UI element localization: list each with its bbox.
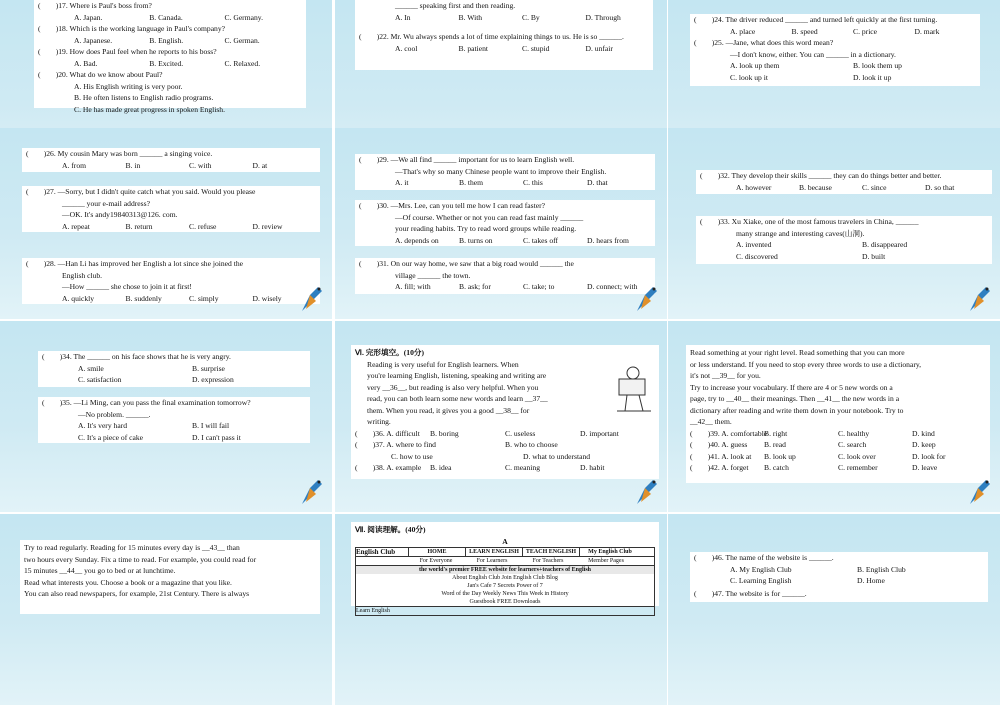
- options-17: A. Japan. B. Canada. C. Germany.: [74, 12, 263, 22]
- worksheet-reading: [351, 522, 659, 614]
- slide-thumbnail-9[interactable]: [668, 321, 1000, 512]
- slide-thumbnail-10[interactable]: [0, 514, 332, 705]
- question-24: ( )24. The driver reduced ______ and turned left quickly at the first turning.: [694, 15, 938, 24]
- parrot-icon: [296, 474, 326, 508]
- parrot-icon: [964, 281, 994, 315]
- question-20: ( )20. What do we know about Paul?: [38, 70, 163, 79]
- option-20c: C. He has made great progress in spoken English.: [74, 104, 225, 114]
- options-24: A. place B. speed C. price D. mark: [730, 26, 940, 36]
- worksheet-page: [355, 0, 653, 70]
- nav-home: HOME: [408, 548, 465, 556]
- site-banner: the world's premier FREE website for learners+teachers of English: [356, 566, 654, 574]
- question-19: ( )19. How does Paul feel when he reports to his boss?: [38, 47, 217, 56]
- options-37: ( )37. A. where to find B. who to choose: [355, 440, 558, 449]
- question-25: ( )25. —Jane, what does this word mean?: [694, 38, 834, 47]
- worksheet-question-27: ( )27. —Sorry, but I didn't quite catch what you said. Would you please ______ your e-mail address? —OK. It's andy19840313@126. com. A. repeat B. return C. refuse D. review: [22, 186, 320, 232]
- options-37b: C. how to use D. what to understand: [391, 451, 591, 461]
- worksheet-question-33: ( )33. Xu Xiake, one of the most famous travelers in China, ______ many strange and interesting caves(山洞). A. invented B. disappeared C. discovered D. built: [696, 216, 992, 264]
- worksheet-question-32: ( )32. They develop their skills ______ they can do things better and better. A. however B. because C. since D. so that: [696, 170, 992, 194]
- worksheet-question-26: ( )26. My cousin Mary was born ______ a singing voice. A. from B. in C. with D. at: [22, 148, 320, 172]
- nav-my-club: My English Club: [579, 548, 640, 556]
- website-screenshot: English Club HOME LEARN ENGLISH TEACH ENGLISH My English Club For Everyone For Learners For Teachers Member Pages the world's premier FREE website for learners+teachers of English About English Club Join English Club Blog Jan's Cafe 7 Secrets Power of 7 Word of the Day Weekly News This Week in History Guestbook FREE Downloads Learn English: [355, 547, 655, 616]
- question-17: ( )17. Where is Paul's boss from?: [38, 1, 152, 10]
- worksheet-cloze: Ⅵ. 完形填空。(10分) Reading is very useful for English learners. When you're learning English, listening, speaking and writing are very __36__, but reading is also very helpful. When you read, you can both learn some new words and learn __37__ them. When you read, it gives you a good __38__ for writing. ( )36. A. difficult B. boring C. useless D. important ( )37. A. where to find B. who to choose C. how to use D. what to understand ( )38. A. example B. idea C. meaning D. habit: [351, 345, 659, 479]
- options-25b: C. look up it D. look it up: [730, 72, 892, 82]
- question-18: ( )18. Which is the working language in Paul's company?: [38, 24, 226, 33]
- options-40: ( )40. A. guess B. read C. search D. keep: [690, 440, 936, 449]
- slide-thumbnail-5[interactable]: [335, 128, 667, 319]
- parrot-icon: [964, 474, 994, 508]
- options-39: ( )39. A. comfortable B. right C. healthy D. kind: [690, 428, 935, 438]
- worksheet-question-31: ( )31. On our way home, we saw that a big road would ______ the village ______ the town. A. fill; with B. ask; for C. take; to D. connect; with: [355, 258, 655, 294]
- option-20a: A. His English writing is very poor.: [74, 81, 183, 91]
- site-logo: English Club: [356, 548, 396, 556]
- options-21: A. In B. With C. By D. Through: [395, 12, 621, 22]
- options-19: A. Bad. B. Excited. C. Relaxed.: [74, 58, 261, 68]
- slide-thumbnail-12[interactable]: [668, 514, 1000, 705]
- worksheet-question-30: ( )30. —Mrs. Lee, can you tell me how I can read faster? —Of course. Whether or not you can read fast mainly ______ your reading habits. Try to read word groups while reading. A. depends on B. turns on C. takes off D. hears from: [355, 200, 655, 246]
- section-header: Ⅵ. 完形填空。(10分): [355, 348, 425, 357]
- options-22: A. cool B. patient C. stupid D. unfair: [395, 43, 613, 53]
- parrot-icon: [296, 281, 326, 315]
- option-20b: B. He often listens to English radio programs.: [74, 93, 214, 102]
- nav-teach: TEACH ENGLISH: [522, 548, 579, 556]
- worksheet-question-29: ( )29. —We all find ______ important for us to learn English well. —That's why so many Chinese people want to improve their English. A. it B. them C. this D. that: [355, 154, 655, 190]
- reading-man-illustration: [615, 359, 655, 415]
- worksheet-question-28: ( )28. —Han Li has improved her English a lot since she joined the English club. —How ______ she chose to join it at first! A. quickly B. suddenly C. simply D. wisely: [22, 258, 320, 304]
- section-letter: A: [502, 536, 508, 546]
- slide-thumbnail-8[interactable]: [335, 321, 667, 512]
- question-25-reply: —I don't know, either. You can ______ in a dictionary.: [730, 49, 896, 59]
- worksheet-cloze-passage: Read something at your right level. Read something that you can more or less understand. If you need to stop every three words to use a dictionary, it's not __39__ for you. Try to increase your vocabulary. If there are 4 or 5 new words on a page, try to __40__ their meanings. Then __41__ the new words in a dictionary after reading and write them down in your notebook. Try to __42__ them. ( )39. A. comfortable B. right C. healthy D. kind ( )40. A. guess B. read C. search D. keep ( )41. A. look at B. look up C. look over D. look for ( )42. A. forget B. catch C. remember D. leave: [686, 345, 990, 483]
- worksheet-question-35: ( )35. —Li Ming, can you pass the final examination tomorrow? —No problem. ______. A. It's very hard B. I will fail C. It's a piece of cake D. I can't pass it: [38, 397, 310, 443]
- question-22: ( )22. Mr. Wu always spends a lot of time explaining things to us. He is so ______.: [359, 32, 624, 41]
- worksheet-page: [690, 14, 980, 86]
- worksheet-question-34: ( )34. The ______ on his face shows that he is very angry. A. smile B. surprise C. satisfaction D. expression: [38, 351, 310, 387]
- slide-thumbnail-7[interactable]: [0, 321, 332, 512]
- worksheet-question-46: ( )46. The name of the website is ______. A. My English Club B. English Club C. Learning English D. Home: [690, 552, 988, 588]
- options-38: ( )38. A. example B. idea C. meaning D. habit: [355, 463, 605, 472]
- slide-thumbnail-6[interactable]: [668, 128, 1000, 319]
- section-header: Ⅶ. 阅读理解。(40分): [355, 525, 426, 534]
- nav-learn: LEARN ENGLISH: [465, 548, 522, 556]
- slide-thumbnail-11[interactable]: [335, 514, 667, 705]
- question-21-text: ______ speaking first and then reading.: [395, 1, 516, 10]
- options-41: ( )41. A. look at B. look up C. look over D. look for: [690, 451, 946, 461]
- options-25a: A. look up them B. look them up: [730, 61, 902, 70]
- options-36: ( )36. A. difficult B. boring C. useless D. important: [355, 428, 619, 438]
- parrot-icon: [631, 474, 661, 508]
- parrot-icon: [631, 281, 661, 315]
- worksheet-page: [34, 0, 306, 114]
- worksheet-question-47: ( )47. The website is for ______.: [690, 588, 988, 602]
- worksheet-cloze-passage: Try to read regularly. Reading for 15 minutes every day is __43__ than two hours every Sunday. Fix a time to read. For example, you could read for 15 minutes __44__ you go to bed or at lunchtime. Read what interests you. Choose a book or a magazine that you like. You can also read newspapers, for example, 21st Century. There is always: [20, 540, 320, 614]
- options-18: A. Japanese. B. English. C. German.: [74, 35, 260, 45]
- slide-thumbnail-4[interactable]: [0, 128, 332, 319]
- options-42: ( )42. A. forget B. catch C. remember D. leave: [690, 463, 938, 472]
